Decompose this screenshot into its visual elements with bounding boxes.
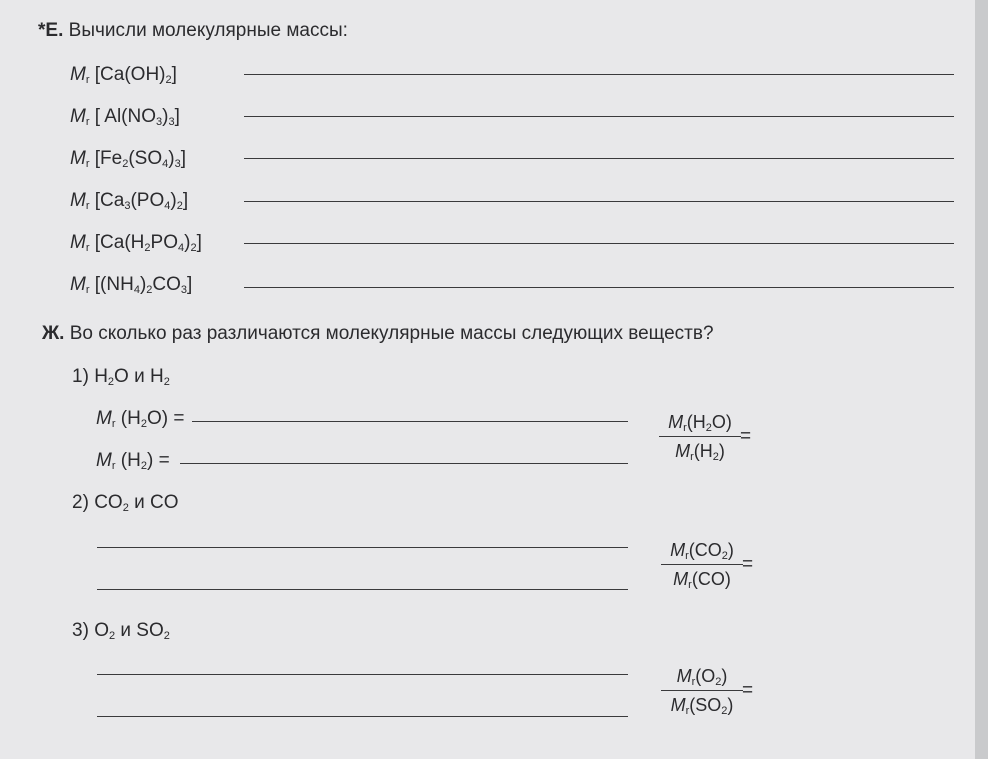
question-3-title: 3) $O_2$ и $SO_2$: [72, 620, 170, 642]
section-e-marker: *Е.: [38, 20, 64, 41]
mr-label-5: $M_r$ $[Ca(H_2PO_4)_2]$: [70, 232, 202, 254]
q1-equals-sign: =: [740, 426, 752, 447]
q2-fraction-numerator: $M_r(CO_2)$: [670, 540, 734, 562]
q3-fraction-numerator: $M_r(O_2)$: [676, 666, 728, 688]
q2-answer-line-1[interactable]: [97, 547, 628, 548]
mr-label-6: $M_r$ $[(NH_4)_2CO_3]$: [70, 274, 193, 296]
mr-label-3: $M_r$ $[Fe_2(SO_4)_3]$: [70, 148, 186, 170]
mr-label-2: $M_r$ [ $Al(NO_3)_3$]: [70, 106, 180, 128]
q1-ratio-fraction: [655, 412, 745, 462]
section-e-title: Вычисли молекулярные массы:: [68, 20, 348, 41]
page-edge-shadow: [975, 0, 988, 759]
q1-answer-line-1[interactable]: [192, 421, 628, 422]
q1-fraction-numerator: $M_r(H_2O)$: [668, 412, 732, 434]
q1-fraction-bar: [659, 436, 741, 437]
q3-answer-line-1[interactable]: [97, 674, 628, 675]
q1-mr-h2o-label: $M_r$ $(H_2O)$ =: [96, 408, 185, 430]
answer-line-4[interactable]: [244, 201, 954, 202]
q2-equals-sign: =: [742, 554, 754, 575]
q1-mr-h2-label: $M_r$ $(H_2)$ =: [96, 450, 170, 472]
q3-fraction-denominator: $M_r(SO_2)$: [670, 695, 734, 717]
answer-line-2[interactable]: [244, 116, 954, 117]
question-2-title: 2) $CO_2$ и CO: [72, 492, 179, 514]
answer-line-1[interactable]: [244, 74, 954, 75]
answer-line-3[interactable]: [244, 158, 954, 159]
question-1-title: 1) $H_2O$ и $H_2$: [72, 366, 170, 388]
section-zh-header: [42, 323, 714, 345]
answer-line-6[interactable]: [244, 287, 954, 288]
q1-answer-line-2[interactable]: [180, 463, 628, 464]
q2-fraction-denominator: $M_r(CO)$: [673, 569, 731, 591]
q3-answer-line-2[interactable]: [97, 716, 628, 717]
section-e-header: [38, 20, 348, 42]
q3-equals-sign: =: [742, 680, 754, 701]
mr-label-1: $M_r$ $[Ca(OH)_2]$: [70, 64, 177, 86]
q3-fraction-bar: [661, 690, 743, 691]
answer-line-5[interactable]: [244, 243, 954, 244]
q2-ratio-fraction: [657, 540, 747, 590]
mr-label-4: $M_r$ $[Ca_3(PO_4)_2]$: [70, 190, 189, 212]
q3-ratio-fraction: [657, 666, 747, 716]
section-zh-marker: Ж.: [42, 323, 65, 344]
q2-answer-line-2[interactable]: [97, 589, 628, 590]
section-zh-title: Во сколько раз различаются молекулярные массы следующих веществ?: [69, 323, 714, 344]
q2-fraction-bar: [661, 564, 743, 565]
q1-fraction-denominator: $M_r(H_2)$: [675, 441, 725, 463]
